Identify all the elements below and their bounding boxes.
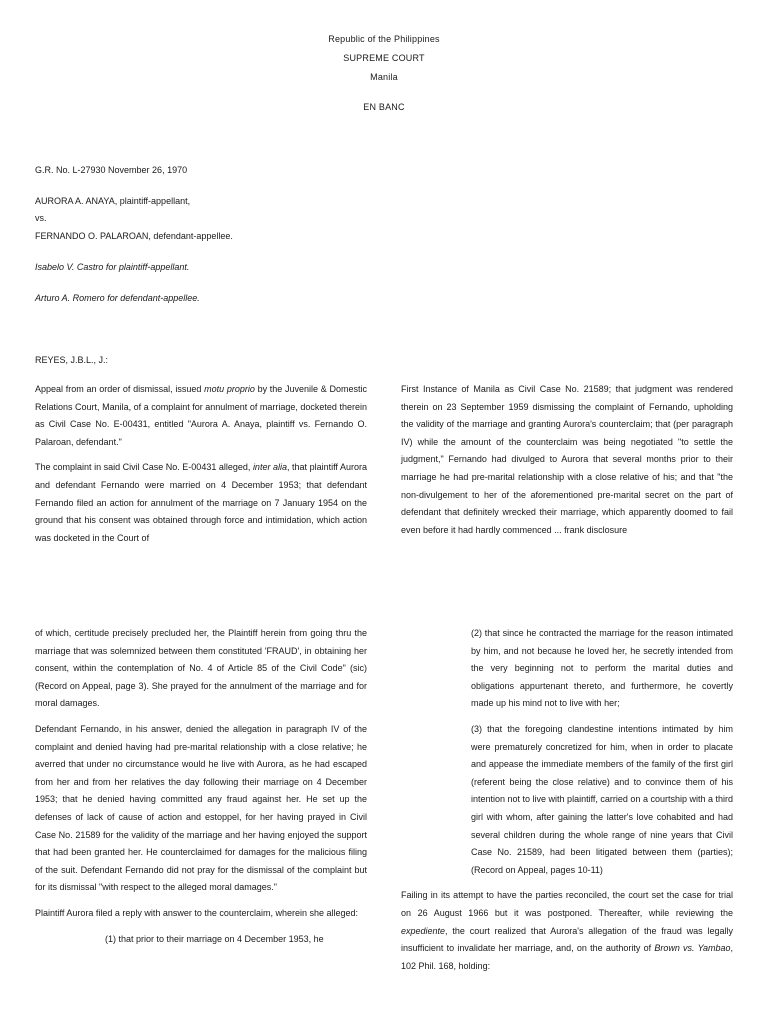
header-city: Manila [370,72,398,82]
page2-left-column [35,625,367,948]
page2-left-paragraph-3: Plaintiff Aurora filed a reply with answer to the counterclaim, wherein she alleged: [35,907,359,918]
header-republic: Republic of the Philippines [328,34,440,44]
page1-left-paragraph-1: Appeal from an order of dismissal, issued motu proprio by the Juvenile & Domestic Relations Court, Manila, of a complaint for annulment of marriage, docketed therein as Civil Case No. E-00431, entitled "Aurora A. Anaya, plaintiff vs. Fernando O. Palaroan, defendant." [35,384,367,447]
page2-right-paragraph-2: (3) that the foregoing clandestine intentions intimated by him were prematurely concretized for him, when in order to placate and appease the immediate members of the family of the first girl (referent being the close relative) and to convince them of his intention not to live with plaintiff, carried on a courtship with a third girl with whom, after gaining the latter's love cohabited and had several children during the whole range of nine years that Civil Case No. 21589, had been litigated between them (parties); (Record on Appeal, pages 10-11) [471,723,733,875]
page1-right-paragraph-1: First Instance of Manila as Civil Case No. 21589; that judgment was rendered therein on 23 September 1959 dismissing the complaint of Fernando, upholding the validity of the marriage and granting Aurora's counterclaim; that (per paragraph IV) while the amount of the counterclaim was being negotiated "to settle the judgment," Fernando had divulged to Aurora that several months prior to their marriage he had pre-marital relationship with a close relative of his; and that "the non-divulgement to her of the aforementioned pre-marital secret on the part of defendant that definitely wrecked their marriage, which apparently doomed to fail even before it had hardly commenced ... frank disclosure [401,384,733,535]
page2-left-paragraph-1: of which, certitude precisely precluded her, the Plaintiff herein from going thru the marriage that was solemnized between them constituted 'FRAUD', in obtaining her consent, within the contemplation of No. 4 of Article 85 of the Civil Code" (sic) (Record on Appeal, page 3). She prayed for the annulment of the marriage and for moral damages. [35,628,367,709]
counsel-plaintiff: Isabelo V. Castro for plaintiff-appellant. [35,262,190,272]
header-court: SUPREME COURT [343,53,425,63]
page2-right-paragraph-1: (2) that since he contracted the marriage for the reason intimated by him, and not because he loved her, he secretly intended from the very beginning not to perform the marital duties and obligations appurtenant thereto, and furthermore, he covertly made up his mind not to live with her; [471,628,733,709]
case-vs: vs. [35,213,47,223]
ponente: REYES, J.B.L., J.: [35,355,109,365]
case-defendant: FERNANDO O. PALAROAN, defendant-appellee. [35,231,233,241]
counsel-defendant: Arturo A. Romero for defendant-appellee. [35,293,200,303]
page1-left-column [35,381,367,547]
page1-left-paragraph-2: The complaint in said Civil Case No. E-00431 alleged, inter alia, that plaintiff Aurora and defendant Fernando were married on 4 December 1953; that defendant Fernando filed an action for annulment of the marriage on 7 January 1954 on the ground that his consent was obtained through force and intimidation, which action was docketed in the Court of [35,462,367,543]
page2-right-column [401,625,733,975]
case-number-date: G.R. No. L-27930 November 26, 1970 [35,165,188,175]
header-division: EN BANC [363,102,405,112]
page1-right-column [401,381,733,539]
page2-left-paragraph-2: Defendant Fernando, in his answer, denied the allegation in paragraph IV of the complaint and denied having had pre-marital relationship with a close relative; he averred that under no circumstance would he live with Aurora, as he had escaped from her and from her relatives the day following their marriage on 4 December 1953; that he denied having committed any fraud against her. He set up the defenses of lack of cause of action and estoppel, for her having prayed in Civil Case No. 21589 for the validity of the marriage and her having enjoyed the support that had been granted her. He counterclaimed for damages for the malicious filing of the suit. Defendant Fernando did not pray for the dismissal of the complaint but for its dismissal "with respect to the alleged moral damages." [35,723,367,893]
case-plaintiff: AURORA A. ANAYA, plaintiff-appellant, [35,196,191,206]
page2-left-paragraph-4: (1) that prior to their marriage on 4 December 1953, he [105,933,324,944]
page2-right-paragraph-3: Failing in its attempt to have the parties reconciled, the court set the case for trial on 26 August 1966 but it was postponed. Thereafter, while reviewing the expediente, the court realized that Aurora's allegation of the fraud was legally insufficient to invalidate her marriage, and, on the authority of Brown vs. Yambao, 102 Phil. 168, holding: [401,890,733,971]
